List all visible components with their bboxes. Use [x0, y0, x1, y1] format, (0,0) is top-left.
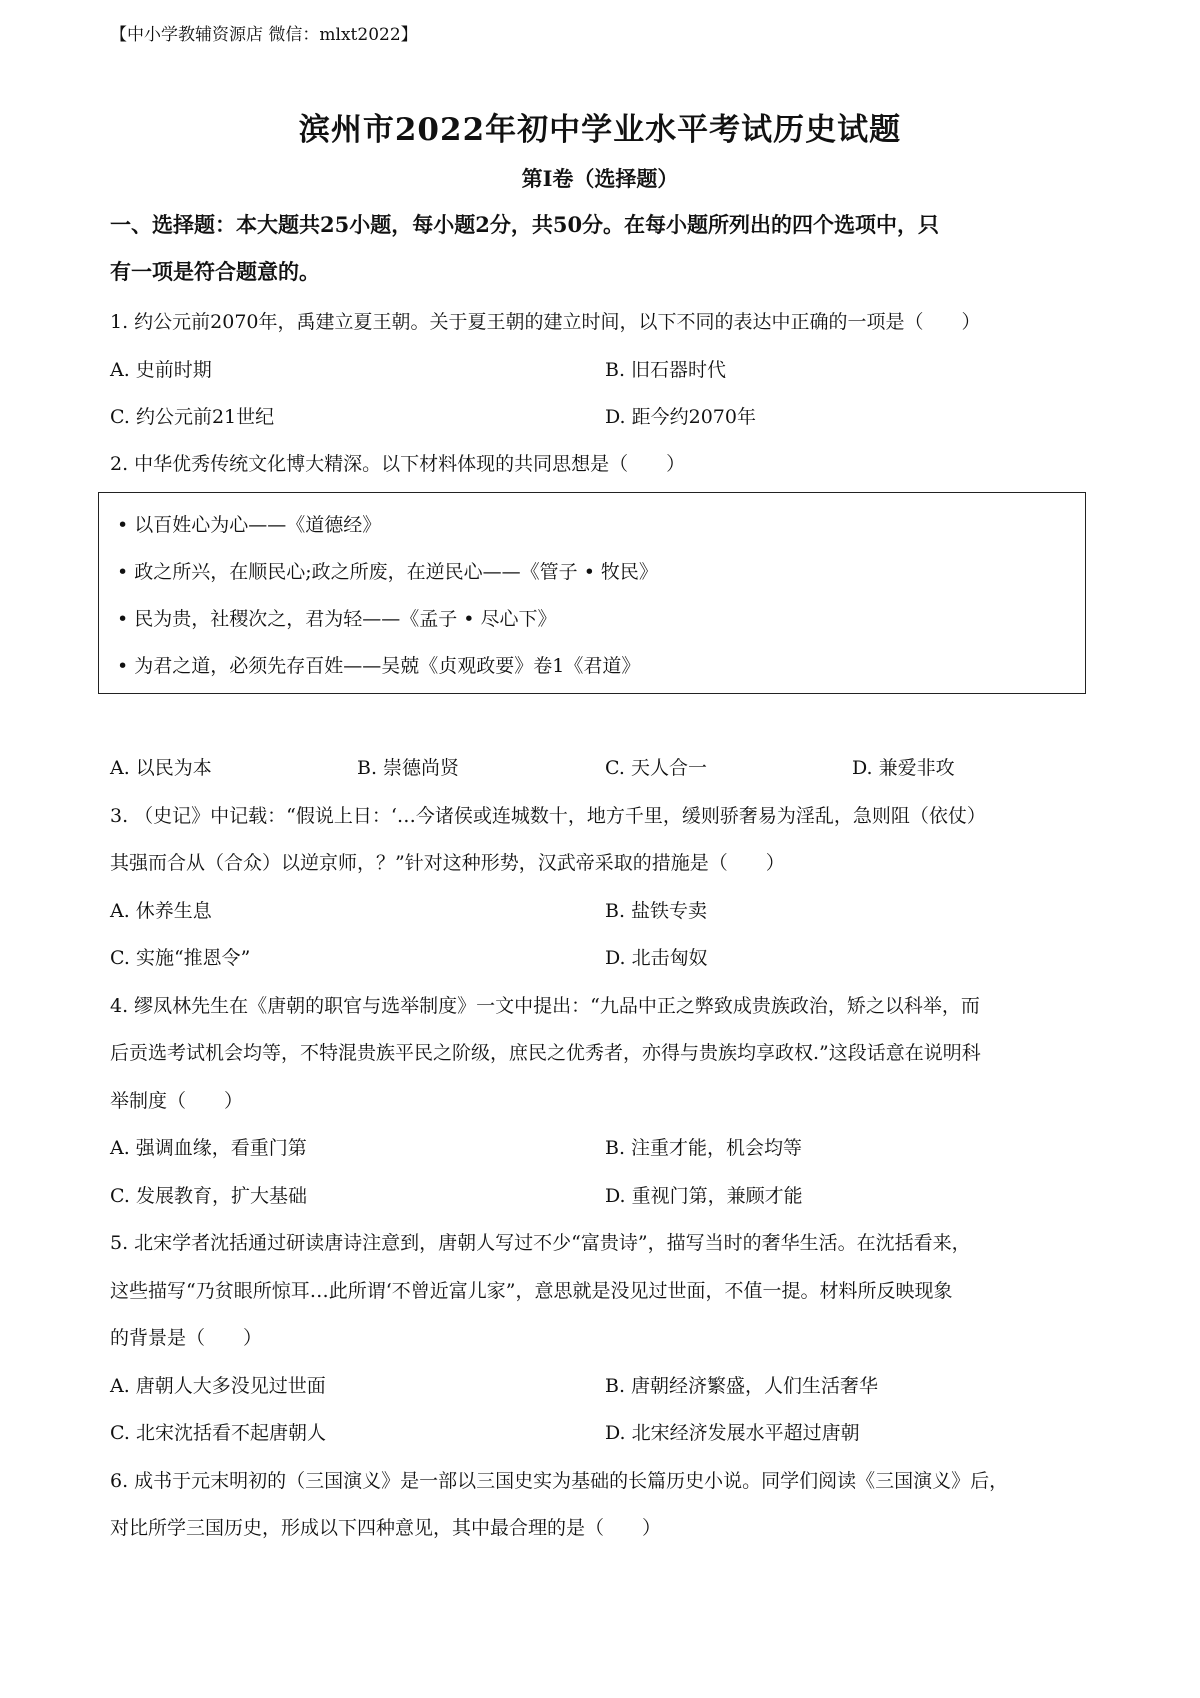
question-6-text: 对比所学三国历史，形成以下四种意见，其中最合理的是（ ） — [110, 1517, 662, 1539]
question-4-text: 4. 缪凤林先生在《唐朝的职官与选举制度》一文中提出：“九品中正之弊致成贵族政治，矫之以科举，而 — [110, 995, 980, 1017]
question-4-option-c[interactable]: C. 发展教育，扩大基础 — [110, 1185, 307, 1207]
question-5-option-a[interactable]: A. 唐朝人大多没见过世面 — [110, 1375, 326, 1397]
question-5-option-d[interactable]: D. 北宋经济发展水平超过唐朝 — [605, 1422, 860, 1444]
question-2-option-d[interactable]: D. 兼爱非攻 — [852, 757, 955, 779]
material-line: • 民为贵，社稷次之，君为轻——《孟子 • 尽心下》 — [117, 608, 557, 630]
page-title: 滨州市2022年初中学业水平考试历史试题 — [298, 112, 902, 148]
question-5-text: 这些描写“乃贫眼所惊耳…此所谓‘不曾近富儿家”，意思就是没见过世面，不值一提。材料所反映现象 — [110, 1280, 953, 1302]
question-4-text: 举制度（ ） — [110, 1090, 244, 1112]
material-line: • 为君之道，必须先存百姓——吴兢《贞观政要》卷1《君道》 — [117, 655, 641, 677]
question-3-option-a[interactable]: A. 休养生息 — [110, 900, 212, 922]
question-5-option-b[interactable]: B. 唐朝经济繁盛，人们生活奢华 — [605, 1375, 879, 1397]
section-subtitle: 第Ⅰ卷（选择题） — [521, 166, 679, 191]
question-6-text: 6. 成书于元末明初的（三国演义》是一部以三国史实为基础的长篇历史小说。同学们阅读《三国演义》后， — [110, 1470, 1009, 1492]
material-line: • 以百姓心为心——《道德经》 — [117, 514, 382, 536]
question-3-option-d[interactable]: D. 北击匈奴 — [605, 947, 708, 969]
question-5-text: 的背景是（ ） — [110, 1327, 263, 1349]
header-tag: 【中小学教辅资源店 微信：mlxt2022】 — [110, 25, 418, 45]
question-5-text: 5. 北宋学者沈括通过研读唐诗注意到，唐朝人写过不少“富贵诗”，描写当时的奢华生活。在沈括看来， — [110, 1232, 971, 1254]
question-4-option-a[interactable]: A. 强调血缘，看重门第 — [110, 1137, 307, 1159]
question-2-option-b[interactable]: B. 崇德尚贤 — [357, 757, 460, 779]
question-4-option-b[interactable]: B. 注重才能，机会均等 — [605, 1137, 803, 1159]
question-1-text: 1. 约公元前2070年，禹建立夏王朝。关于夏王朝的建立时间，以下不同的表达中正确的一项是（ ） — [110, 311, 981, 333]
question-3-option-b[interactable]: B. 盐铁专卖 — [605, 900, 708, 922]
question-4-text: 后贡选考试机会均等，不特混贵族平民之阶级，庶民之优秀者，亦得与贵族均享政权.”这段话意在说明科 — [110, 1042, 981, 1064]
question-3-text: 其强而合从（合众）以逆京师，？”针对这种形势，汉武帝采取的措施是（ ） — [110, 852, 785, 874]
material-line: • 政之所兴，在顺民心;政之所废，在逆民心——《管子 • 牧民》 — [117, 561, 658, 583]
material-box — [98, 492, 1086, 694]
question-1-option-b[interactable]: B. 旧石器时代 — [605, 359, 727, 381]
question-2-option-c[interactable]: C. 天人合一 — [605, 757, 707, 779]
question-1-option-d[interactable]: D. 距今约2070年 — [605, 406, 756, 428]
question-3-option-c[interactable]: C. 实施“推恩令” — [110, 947, 251, 969]
question-3-text: 3. （史记》中记载：“假说上日：‘…今诸侯或连城数十，地方千里，缓则骄奢易为淫乱，急则阻（依仗） — [110, 805, 986, 827]
question-2-text: 2. 中华优秀传统文化博大精深。以下材料体现的共同思想是（ ） — [110, 453, 686, 475]
question-2-option-a[interactable]: A. 以民为本 — [110, 757, 212, 779]
instructions-line: 有一项是符合题意的。 — [110, 259, 320, 284]
question-5-option-c[interactable]: C. 北宋沈括看不起唐朝人 — [110, 1422, 326, 1444]
question-1-option-c[interactable]: C. 约公元前21世纪 — [110, 406, 275, 428]
instructions-line: 一、选择题：本大题共25小题，每小题2分，共50分。在每小题所列出的四个选项中，只 — [110, 212, 940, 237]
question-1-option-a[interactable]: A. 史前时期 — [110, 359, 212, 381]
question-4-option-d[interactable]: D. 重视门第，兼顾才能 — [605, 1185, 803, 1207]
